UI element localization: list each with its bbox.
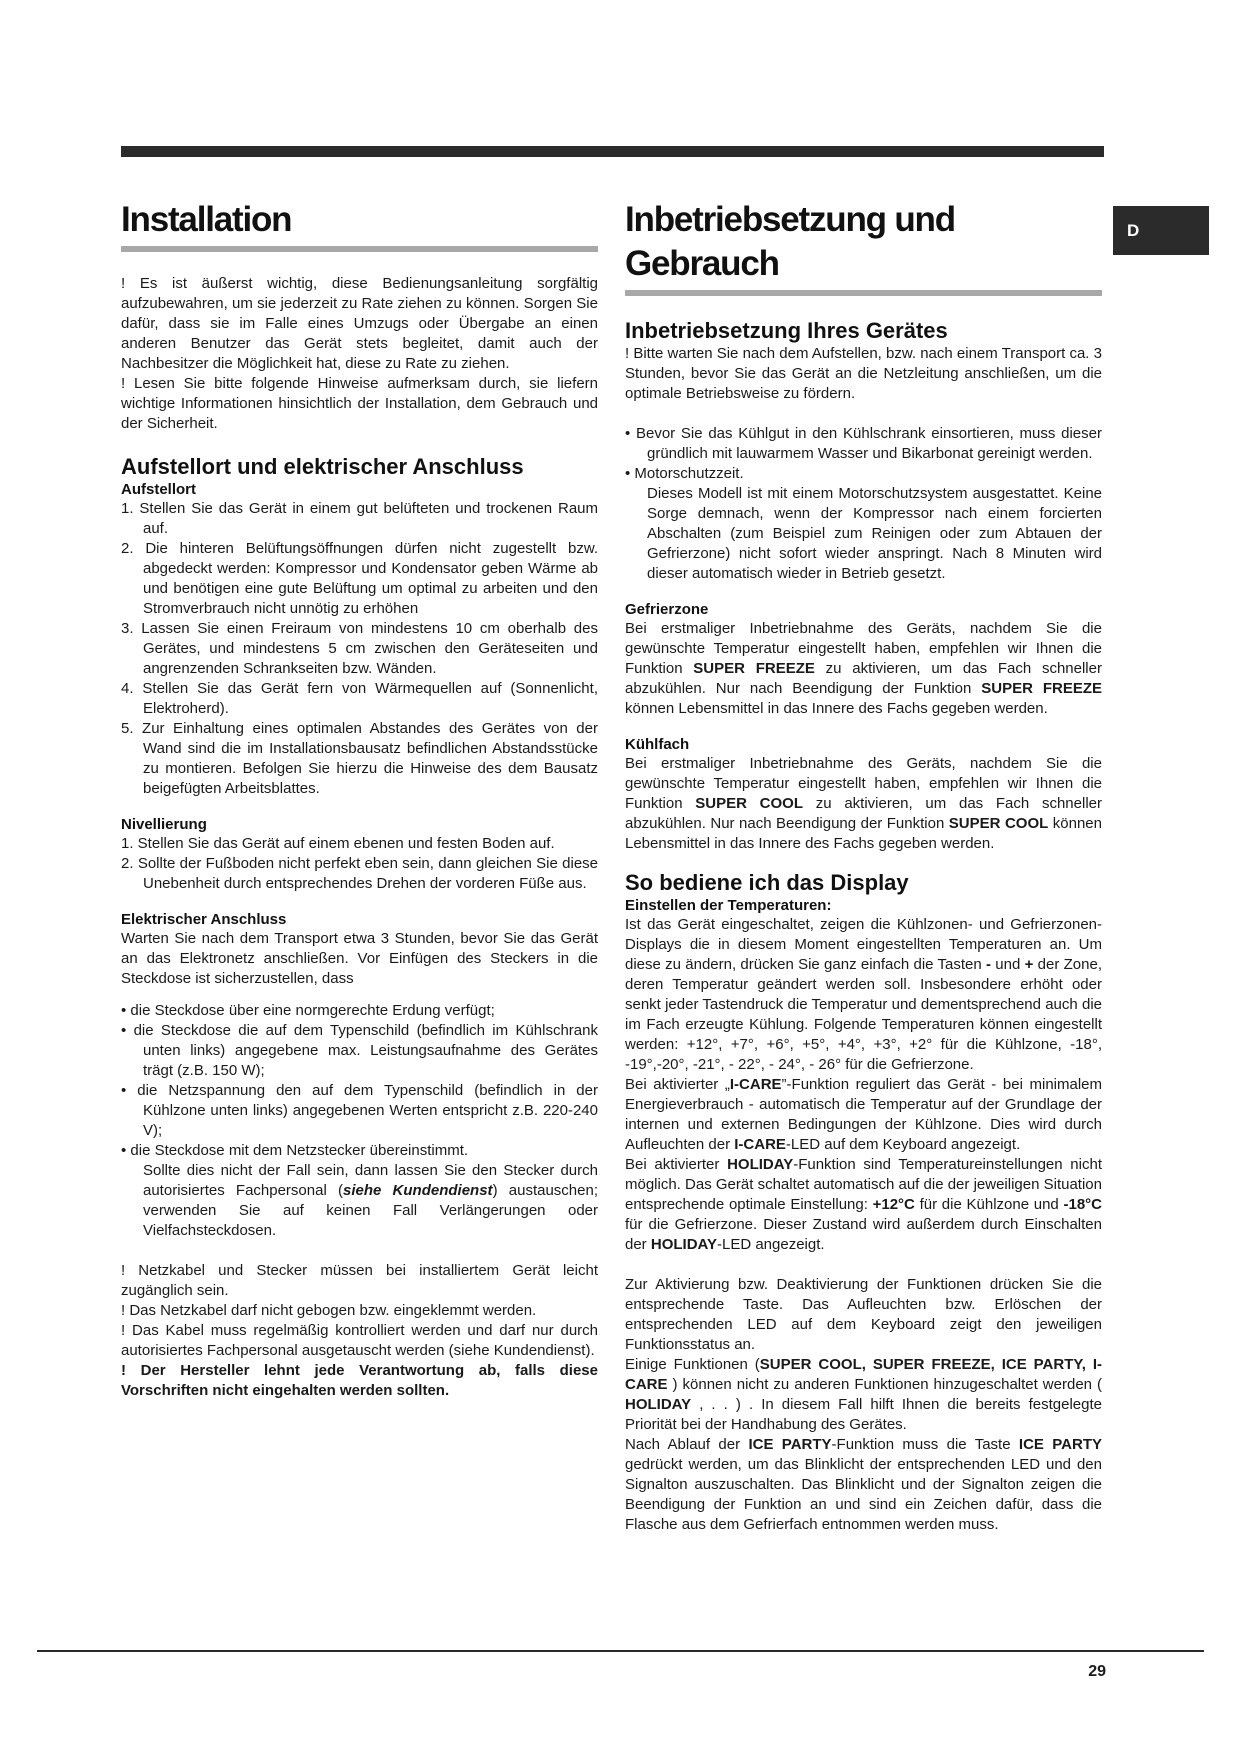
- aufstellort-item-5: 5. Zur Einhaltung eines optimalen Abstandes des Gerätes von der Wand sind die im Installationsbausatz befindlichen Abstandsstücke zu montieren. Befolgen Sie hierzu die Hinweise des dem Bausatz beigefügten Arbeitsblattes.: [121, 720, 598, 797]
- nivellierung-item-2: 2. Sollte der Fußboden nicht perfekt eben sein, dann gleichen Sie diese Unebenheit durch entsprechendes Drehen der vorderen Füße aus.: [121, 855, 598, 892]
- elektro-note: Sollte dies nicht der Fall sein, dann lassen Sie den Stecker durch autorisiertes Fachpersonal (siehe Kundendienst) austauschen; verwenden Sie auf keinen Fall Verlängerungen oder Vielfachsteckdosen.: [143, 1162, 598, 1239]
- gefrierzone-heading: Gefrierzone: [625, 601, 709, 618]
- installation-column: [121, 198, 598, 1401]
- elektro-heading: Elektrischer Anschluss: [121, 911, 287, 928]
- prioritaet-paragraph: Einige Funktionen (SUPER COOL, SUPER FREEZE, ICE PARTY, I-CARE ) können nicht zu anderen Funktionen hinzugeschaltet werden ( HOLIDAY , . . ) . In diesem Fall hilft Ihnen die bereits festgelegte Priorität bei der Handhabung des Gerätes.: [625, 1356, 1102, 1433]
- elektro-bullet-1: • die Steckdose über eine normgerechte Erdung verfügt;: [121, 1002, 495, 1019]
- elektro-bullet-2: • die Steckdose die auf dem Typenschild (befindlich im Kühlschrank unten links) angegebene max. Leistungsaufnahme des Gerätes trägt (z.B. 150 W);: [121, 1022, 598, 1079]
- gefrierzone-paragraph: Bei erstmaliger Inbetriebnahme des Geräts, nachdem Sie die gewünschte Temperatur eingestellt haben, empfehlen wir Ihnen die Funktion SUPER FREEZE zu aktivieren, um das Fach schneller abzukühlen. Nur nach Beendigung der Funktion SUPER FREEZE können Lebensmittel in das Innere des Fachs gegeben werden.: [625, 620, 1102, 717]
- inbetriebsetzung-column: [625, 198, 1102, 1535]
- warning-1: ! Netzkabel und Stecker müssen bei installiertem Gerät leicht zugänglich sein.: [121, 1262, 598, 1299]
- kuehlfach-heading: Kühlfach: [625, 736, 690, 753]
- kundendienst-reference: siehe Kundendienst: [343, 1182, 493, 1199]
- aufstellort-item-1: 1. Stellen Sie das Gerät in einem gut belüfteten und trockenen Raum auf.: [121, 500, 598, 537]
- page-number: 29: [1088, 1663, 1106, 1680]
- warning-2: ! Das Netzkabel darf nicht gebogen bzw. eingeklemmt werden.: [121, 1302, 537, 1319]
- intro-paragraph-1: ! Es ist äußerst wichtig, diese Bedienungsanleitung sorgfältig aufzubewahren, um sie jederzeit zu Rate ziehen zu können. Sorgen Sie dafür, dass sie im Falle eines Umzugs oder Übergabe an einen anderen Benutzer das Gerät stets begleitet, damit auch der Nachbesitzer die Möglichkeit hat, diese zu Rate zu ziehen.: [121, 275, 598, 372]
- aufstellort-item-3: 3. Lassen Sie einen Freiraum von mindestens 10 cm oberhalb des Gerätes, und mindestens 5 cm zwischen den Geräteseiten und angrenzenden Schrankseiten bzw. Wänden.: [121, 620, 598, 677]
- top-rule: [121, 146, 1104, 157]
- footer-rule: [37, 1650, 1204, 1652]
- title-underline: [121, 246, 598, 252]
- warning-3: ! Das Kabel muss regelmäßig kontrolliert werden und darf nur durch autorisiertes Fachpersonal ausgetauscht werden (siehe Kundendienst).: [121, 1322, 598, 1359]
- elektro-bullet-4: • die Steckdose mit dem Netzstecker übereinstimmt.: [121, 1142, 469, 1159]
- reinigung-bullet: • Bevor Sie das Kühlgut in den Kühlschrank einsortieren, muss dieser gründlich mit lauwarmem Wasser und Bikarbonat gereinigt werden.: [625, 425, 1102, 462]
- ice-party-paragraph: Nach Ablauf der ICE PARTY-Funktion muss die Taste ICE PARTY gedrückt werden, um das Blinklicht der entsprechenden LED und den Signalton auszuschalten. Das Blinklicht und der Signalton zeigen die Beendigung der Funktion an und sind ein Zeichen dafür, dass die Flasche aus dem Gefrierfach entnommen werden muss.: [625, 1436, 1103, 1533]
- aktivierung-paragraph: Zur Aktivierung bzw. Deaktivierung der Funktionen drücken Sie die entsprechende Taste. Das Aufleuchten bzw. Erlöschen der entsprechenden LED auf dem Keyboard zeigt den jeweiligen Funktionsstatus an.: [625, 1276, 1102, 1353]
- elektro-paragraph: Warten Sie nach dem Transport etwa 3 Stunden, bevor Sie das Gerät an das Elektronetz anschließen. Vor Einfügen des Steckers in die Steckdose ist sicherzustellen, dass: [121, 930, 598, 987]
- inbetriebsetzung-paragraph: ! Bitte warten Sie nach dem Aufstellen, bzw. nach einem Transport ca. 3 Stunden, bevor Sie das Gerät an die Netzleitung anschließen, um die optimale Betriebsweise zu fördern.: [625, 345, 1102, 402]
- section-title-inbetriebsetzung: Inbetriebsetzung Ihres Gerätes: [625, 318, 948, 343]
- aufstellort-item-4: 4. Stellen Sie das Gerät fern von Wärmequellen auf (Sonnenlicht, Elektroherd).: [121, 680, 598, 717]
- section-title-aufstellort: Aufstellort und elektrischer Anschluss: [121, 454, 524, 479]
- section-title-display: So bediene ich das Display: [625, 870, 909, 895]
- inbetriebsetzung-title: Inbetriebsetzung und Gebrauch: [625, 200, 955, 283]
- title-underline: [625, 290, 1102, 296]
- elektro-bullet-3: • die Netzspannung den auf dem Typenschild (befindlich in der Kühlzone unten links) angegebenen Werten entspricht z.B. 220-240 V);: [121, 1082, 598, 1139]
- nivellierung-item-1: 1. Stellen Sie das Gerät auf einem ebenen und festen Boden auf.: [121, 835, 555, 852]
- kuehlfach-paragraph: Bei erstmaliger Inbetriebnahme des Geräts, nachdem Sie die gewünschte Temperatur eingestellt haben, empfehlen wir Ihnen die Funktion SUPER COOL zu aktivieren, um das Fach schneller abzukühlen. Nur nach Beendigung der Funktion SUPER COOL können Lebensmittel in das Innere des Fachs gegeben werden.: [625, 755, 1102, 852]
- aufstellort-heading: Aufstellort: [121, 481, 196, 498]
- installation-title: Installation: [121, 200, 292, 239]
- temperatur-heading: Einstellen der Temperaturen:: [625, 897, 832, 914]
- motorschutz-bullet: • Motorschutzzeit.: [625, 465, 744, 482]
- liability-warning: ! Der Hersteller lehnt jede Verantwortung ab, falls diese Vorschriften nicht eingehalten werden sollten.: [121, 1362, 598, 1399]
- language-tab: D: [1113, 206, 1209, 255]
- icare-paragraph: Bei aktivierter „I-CARE”-Funktion reguliert das Gerät - bei minimalem Energieverbrauch - automatisch die Temperatur auf der Grundlage der internen und externen Bedingungen der Kühlzone. Dies wird durch Aufleuchten der I-CARE-LED auf dem Keyboard angezeigt.: [625, 1076, 1102, 1153]
- holiday-paragraph: Bei aktivierter HOLIDAY-Funktion sind Temperatureinstellungen nicht möglich. Das Gerät schaltet automatisch auf die der jeweiligen Situation entsprechende optimale Einstellung: +12°C für die Kühlzone und -18°C für die Gefrierzone. Dieser Zustand wird außerdem durch Einschalten der HOLIDAY-LED angezeigt.: [625, 1156, 1102, 1253]
- temperatur-paragraph: Ist das Gerät eingeschaltet, zeigen die Kühlzonen- und Gefrierzonen-Displays die in diesem Moment eingestellten Temperaturen an. Um diese zu ändern, drücken Sie ganz einfach die Tasten - und + der Zone, deren Temperatur geändert werden soll. Insbesondere erhöht oder senkt jeder Tastendruck die Temperatur und dementsprechend auch die im Fach erzeugte Kühlung. Folgende Temperaturen können eingestellt werden: +12°, +7°, +6°, +5°, +4°, +3°, +2° für die Kühlzone, -18°, -19°,-20°, -21°, - 22°, - 24°, - 26° für die Gefrierzone.: [625, 916, 1102, 1073]
- motorschutz-text: Dieses Modell ist mit einem Motorschutzsystem ausgestattet. Keine Sorge demnach, wenn der Kompressor nach einem forcierten Abschalten (zum Beispiel zum Reinigen oder zum Abtauen der Gefrierzone) nicht sofort wieder anspringt. Nach 8 Minuten wird dieser automatisch wieder in Betrieb gesetzt.: [647, 485, 1102, 582]
- intro-paragraph-2: ! Lesen Sie bitte folgende Hinweise aufmerksam durch, sie liefern wichtige Informationen hinsichtlich der Installation, dem Gebrauch und der Sicherheit.: [121, 375, 598, 432]
- nivellierung-heading: Nivellierung: [121, 816, 207, 833]
- aufstellort-item-2: 2. Die hinteren Belüftungsöffnungen dürfen nicht zugestellt bzw. abgedeckt werden: Kompressor und Kondensator geben Wärme ab und benötigen eine gute Belüftung um optimal zu arbeiten und den Stromverbrauch nicht unnötig zu erhöhen: [121, 540, 598, 617]
